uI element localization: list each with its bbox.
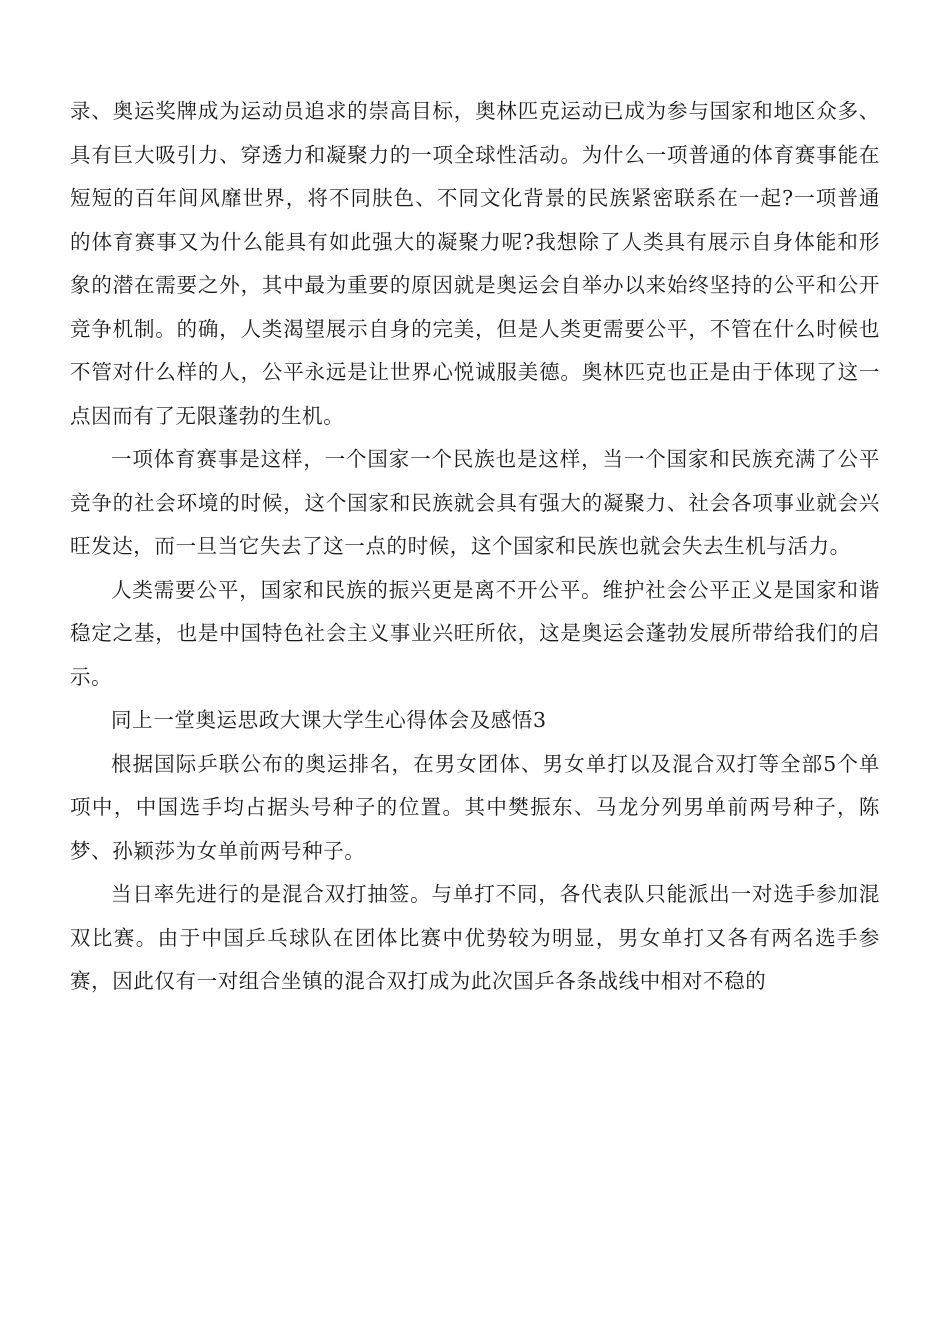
- section-heading: 同上一堂奥运思政大课大学生心得体会及感悟3: [111, 708, 547, 732]
- paragraph-3: 人类需要公平，国家和民族的振兴更是离不开公平。维护社会公平正义是国家和谐稳定之基，也是中国特色社会主义事业兴旺所依，这是奥运会蓬勃发展所带给我们的启示。: [70, 577, 880, 689]
- paragraph-1: 录、奥运奖牌成为运动员追求的崇高目标，奥林匹克运动已成为参与国家和地区众多、具有巨大吸引力、穿透力和凝聚力的一项全球性活动。为什么一项普通的体育赛事能在短短的百年间风靡世界，将不同肤色、不同文化背景的民族紧密联系在一起?一项普通的体育赛事又为什么能具有如此强大的凝聚力呢?我想除了人类具有展示自身体能和形象的潜在需要之外，其中最为重要的原因就是奥运会自举办以来始终坚持的公平和公开竞争机制。的确，人类渴望展示自身的完美，但是人类更需要公平，不管在什么时候也不管对什么样的人，公平永远是让世界心悦诚服美德。奥林匹克也正是由于体现了这一点因而有了无限蓬勃的生机。: [70, 99, 880, 428]
- paragraph-5: 当日率先进行的是混合双打抽签。与单打不同，各代表队只能派出一对选手参加混双比赛。由于中国乒乓球队在团体比赛中优势较为明显，男女单打又各有两名选手参赛，因此仅有一对组合坐镇的混合双打成为此次国乒各条战线中相对不稳的: [70, 882, 880, 993]
- paragraph-4: 根据国际乒联公布的奥运排名，在男女团体、男女单打以及混合双打等全部5个单项中，中国选手均占据头号种子的位置。其中樊振东、马龙分列男单前两号种子，陈梦、孙颖莎为女单前两号种子。: [70, 751, 880, 863]
- paragraph-2: 一项体育赛事是这样，一个国家一个民族也是这样，当一个国家和民族充满了公平竞争的社会环境的时候，这个国家和民族就会具有强大的凝聚力、社会各项事业就会兴旺发达，而一旦当它失去了这一点的时候，这个国家和民族也就会失去生机与活力。: [70, 447, 880, 558]
